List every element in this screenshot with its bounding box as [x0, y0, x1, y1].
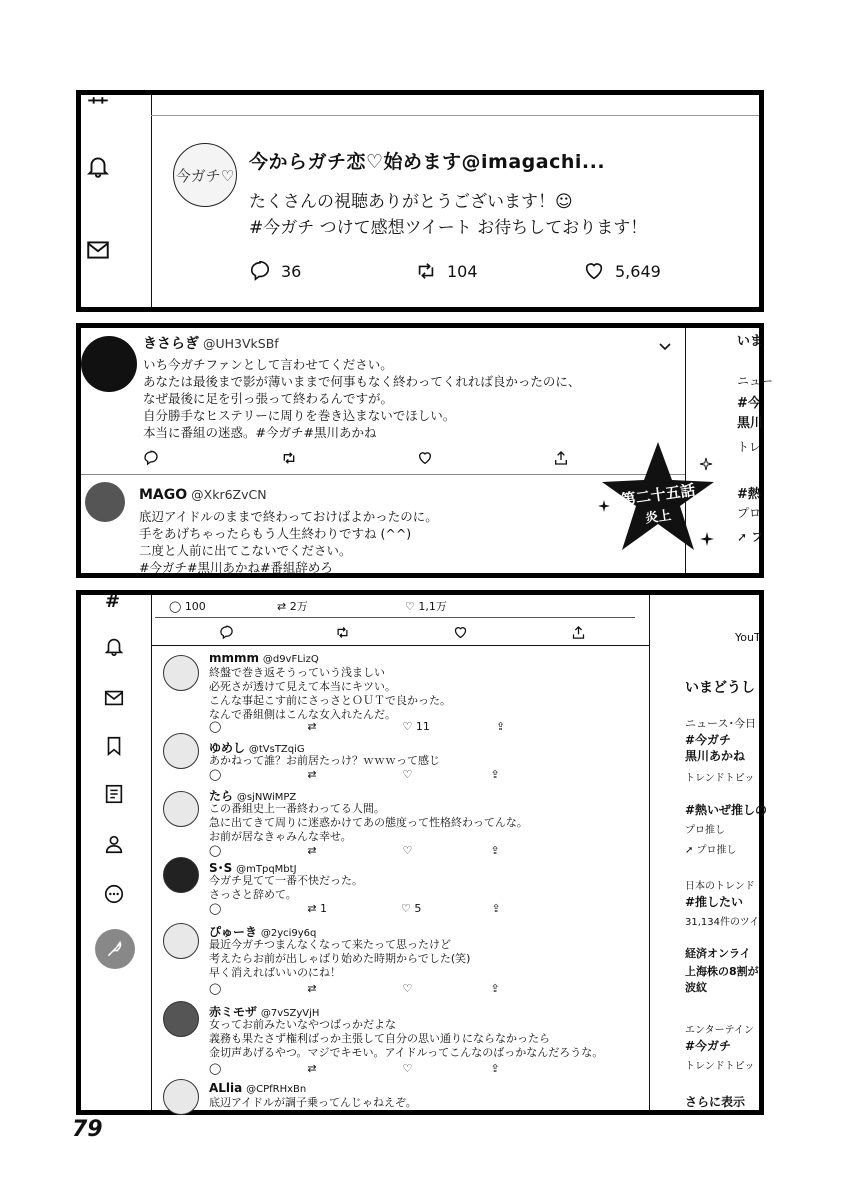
tweet-text-line: 底辺アイドルのままで終わっておけばよかったのに。 — [139, 509, 438, 524]
tweet-text-line: 自分勝手なヒステリーに周りを巻き込まないでほしい。 — [143, 408, 456, 423]
trend-sub: プロ推し — [685, 825, 725, 836]
stats-divider — [155, 617, 635, 618]
tweet-text-line: さっさと辞めて。 — [209, 888, 297, 901]
tweet-text-line: なぜ最後に足を引っ張って終わるんですが。 — [143, 391, 394, 406]
retweet-icon — [415, 260, 437, 282]
share-icon[interactable] — [571, 625, 586, 640]
tweet-text-line: あなたは最後まで影が薄いままで何事もなく終わってくれれば良かったのに、 — [143, 374, 581, 389]
retweet-icon[interactable] — [335, 625, 350, 640]
avatar[interactable] — [163, 923, 199, 959]
bookmark-icon[interactable] — [103, 735, 125, 757]
like-stat[interactable]: ♡ 1,1万 — [405, 600, 447, 613]
avatar[interactable] — [81, 336, 137, 392]
tweet-text-line: お前が居なきゃみんな幸せ。 — [209, 830, 352, 843]
tweet-header — [143, 335, 279, 353]
header-divider — [151, 645, 649, 646]
user-name[interactable]: S･S — [209, 861, 233, 875]
user-handle: @d9vFLizQ — [262, 654, 319, 665]
retweet-button[interactable] — [415, 260, 478, 282]
trend-tag[interactable]: #熱 — [737, 487, 761, 502]
mail-icon[interactable] — [103, 687, 125, 709]
user-handle: @2yci9y6q — [260, 928, 317, 939]
avatar-logo-text: 今ガチ♡ — [175, 166, 235, 185]
like-button[interactable] — [583, 260, 661, 282]
avatar[interactable] — [163, 791, 199, 827]
tweet-actions: ◯ ⇄ ♡ ⇪ — [209, 1062, 500, 1075]
sparkle-icon — [598, 500, 610, 512]
avatar[interactable] — [163, 655, 199, 691]
youtube-link[interactable]: YouT — [735, 631, 761, 644]
tweet-actions: ◯ ⇄ ♡ ⇪ — [209, 982, 500, 995]
sidebar-divider — [151, 95, 152, 307]
trend-category: エンターテイン — [685, 1025, 754, 1036]
reply-button[interactable] — [249, 260, 301, 282]
retweet-count: 104 — [447, 261, 478, 281]
avatar[interactable] — [163, 1079, 199, 1115]
column-divider — [649, 595, 650, 1110]
avatar[interactable] — [173, 143, 237, 207]
trend-name[interactable]: 黒川あかね — [685, 749, 746, 763]
trend-headline[interactable]: 波紋 — [685, 981, 707, 994]
user-name[interactable]: MAGO — [139, 487, 188, 503]
retweet-stat[interactable]: ⇄ 2万 — [277, 600, 308, 613]
user-handle: @CPfRHxBn — [246, 1084, 307, 1095]
trend-count: 31,134件のツイ — [685, 917, 760, 928]
panel-3-timeline — [76, 590, 768, 1115]
user-name[interactable]: 赤ミモザ — [209, 1005, 258, 1019]
trend-header: いま — [737, 334, 764, 349]
tweet-text-line: 本当に番組の迷惑。#今ガチ#黒川あかね — [143, 425, 377, 440]
tweet-header — [209, 1081, 306, 1095]
tweet-text-line: あかねって誰？お前居たっけ？ｗｗｗって感じ — [209, 754, 440, 767]
account-name[interactable]: 今からガチ恋♡始めます@imagachi... — [249, 151, 606, 173]
tweet-text-line: 金切声あげるやつ。マジでキモい。アイドルってこんなのばっかなんだろうな。 — [209, 1046, 604, 1059]
more-icon[interactable] — [103, 883, 125, 905]
sparkle-icon — [700, 532, 714, 546]
like-count: 1,1万 — [418, 600, 447, 613]
bell-icon[interactable] — [103, 635, 125, 657]
tweet-text-line: いち今ガチファンとして言わせてください。 — [143, 357, 393, 372]
trend-name[interactable]: 黒川 — [737, 416, 764, 431]
user-handle: @sjNWiMPZ — [236, 792, 297, 803]
trend-tag[interactable]: #熱いぜ推しの — [685, 803, 768, 817]
list-icon[interactable] — [103, 783, 125, 805]
sparkle-icon — [700, 458, 712, 470]
trend-category: 日本のトレンド — [685, 881, 755, 892]
trend-category: ニュース･今日 — [685, 717, 756, 730]
sidebar-divider — [151, 595, 152, 1110]
trend-tag[interactable]: #今ガチ — [685, 733, 732, 747]
like-count: 11 — [415, 720, 430, 733]
user-name[interactable]: mmmm — [209, 651, 260, 665]
reply-count: 36 — [281, 261, 302, 281]
tweet-text-line: 底辺アイドルが調子乗ってんじゃねえぞ。 — [209, 1096, 417, 1109]
chevron-down-icon[interactable] — [657, 338, 673, 354]
tweet-text-line: 終盤で巻き返そうっていう浅ましい — [209, 666, 385, 679]
tweet-text-line-1: たくさんの視聴ありがとうございます！☺ — [249, 192, 573, 212]
page-number: 79 — [72, 1117, 103, 1142]
trend-category: ニュー — [737, 374, 774, 388]
heart-icon[interactable] — [417, 450, 433, 466]
episode-subtitle: 炎上 — [644, 508, 673, 527]
heart-icon — [583, 260, 605, 282]
tweet-text-line: 最近今ガチつまんなくなって来たって思ったけど — [209, 938, 451, 951]
heart-icon[interactable] — [453, 625, 468, 640]
user-name[interactable]: ALlia — [209, 1081, 243, 1095]
tweet-actions: ◯ ⇄ 1 ♡ 5 ⇪ — [209, 902, 501, 915]
tweet-divider — [81, 474, 685, 475]
retweet-icon[interactable] — [281, 450, 297, 466]
tweet-text-line: 女ってお前みたいなやつばっかだよな — [209, 1018, 396, 1031]
avatar[interactable] — [163, 733, 199, 769]
trend-sub: プロ — [737, 506, 762, 520]
compose-tweet-button[interactable] — [95, 929, 135, 969]
trend-tag[interactable]: #今ガチ — [685, 1039, 732, 1053]
show-more-link[interactable]: さらに表示 — [685, 1095, 746, 1109]
user-name[interactable]: ぴゅーき — [209, 925, 258, 939]
trend-sub: トレンドトピッ — [685, 1061, 755, 1072]
user-name[interactable]: たら — [209, 789, 234, 803]
tweet-text-line: この番組史上一番終わってる人間。 — [209, 802, 385, 815]
reply-icon[interactable] — [143, 450, 159, 466]
avatar[interactable] — [163, 1001, 199, 1037]
tweet-actions: ◯ ⇄ ♡ 11 ⇪ — [209, 720, 506, 733]
bell-icon[interactable] — [85, 153, 111, 179]
trend-category: 経済オンライ — [685, 947, 751, 960]
episode-title: 第二十五話 — [619, 480, 697, 510]
tweet-text-line: なんで番組側はこんな女入れたんだ。 — [209, 708, 396, 721]
user-handle: @Xkr6ZvCN — [191, 487, 267, 502]
trend-tag[interactable]: #推したい — [685, 895, 744, 909]
trend-headline[interactable]: 上海株の8割が — [685, 965, 759, 978]
retweet-count: 1 — [320, 902, 328, 915]
user-handle: @mTpqMbtJ — [236, 864, 297, 875]
reply-icon[interactable] — [219, 625, 234, 640]
mail-icon[interactable] — [85, 237, 111, 263]
tweet-text-line: 必死さが透けて見えて本当にキツい。 — [209, 680, 396, 693]
tweet-text-line: 急に出てきて周りに迷惑かけてあの態度って性格終わってんな。 — [209, 816, 528, 829]
tweet-text-line: 今ガチ見てて一番不快だった。 — [209, 874, 363, 887]
like-count: 5 — [414, 902, 422, 915]
retweet-count: 2万 — [289, 600, 308, 613]
feather-icon — [105, 939, 125, 959]
user-name[interactable]: ゆめし — [209, 741, 246, 755]
tweet-actions: ◯ ⇄ ♡ ⇪ — [209, 844, 500, 857]
tweet-text-line: こんな事起こす前にさっさとＯＵＴで良かった。 — [209, 694, 451, 707]
tweet-text-line-2: #今ガチ つけて感想ツイート お待ちしております！ — [249, 218, 648, 238]
user-handle: @7vSZyVjH — [260, 1008, 320, 1019]
hashtag-icon[interactable] — [85, 95, 111, 121]
tweet-header — [209, 651, 319, 665]
reply-count: 100 — [184, 600, 206, 613]
user-handle: @tVsTZqiG — [248, 744, 305, 755]
tweet-text-line: 考えたらお前が出しゃばり始めた時期からでした(笑) — [209, 952, 471, 965]
avatar[interactable] — [163, 857, 199, 893]
trend-sub: トレンドトピッ — [685, 773, 755, 784]
tweet-text-line: 早く消えればいいのにね！ — [209, 966, 341, 979]
header-divider — [151, 115, 759, 116]
trend-link[interactable]: ➚ フ — [737, 530, 764, 544]
profile-icon[interactable] — [103, 833, 125, 855]
user-name[interactable]: きさらぎ — [143, 336, 199, 352]
tweet-text-line: #今ガチ#黒川あかね#番組辞めろ — [139, 560, 333, 575]
trend-tag[interactable]: #今 — [737, 396, 761, 411]
trends-title: いまどうし — [685, 680, 755, 696]
trend-sub: トレ — [737, 440, 762, 454]
user-handle: @UH3VkSBf — [202, 336, 279, 351]
panel-1-official-tweet — [76, 90, 764, 312]
reply-icon — [249, 260, 271, 282]
like-count: 5,649 — [615, 261, 661, 281]
tweet-text-line: 二度と人前に出てこないでください。 — [139, 543, 352, 558]
tweet-header — [139, 486, 267, 504]
trend-link[interactable]: ➚ プロ推し — [685, 845, 737, 856]
tweet-text-line: 手をあげちゃったらもう人生終わりですね (^^) — [139, 526, 412, 541]
tweet-text-line: 義務も果たさず権利ばっか主張して自分の思い通りにならなかったら — [209, 1032, 550, 1045]
hashtag-icon[interactable]: # — [105, 591, 121, 612]
share-icon[interactable] — [553, 450, 569, 466]
tweet-actions: ◯ ⇄ ♡ ⇪ — [209, 768, 500, 781]
reply-stat[interactable]: ◯ 100 — [169, 600, 206, 613]
avatar[interactable] — [85, 482, 125, 522]
